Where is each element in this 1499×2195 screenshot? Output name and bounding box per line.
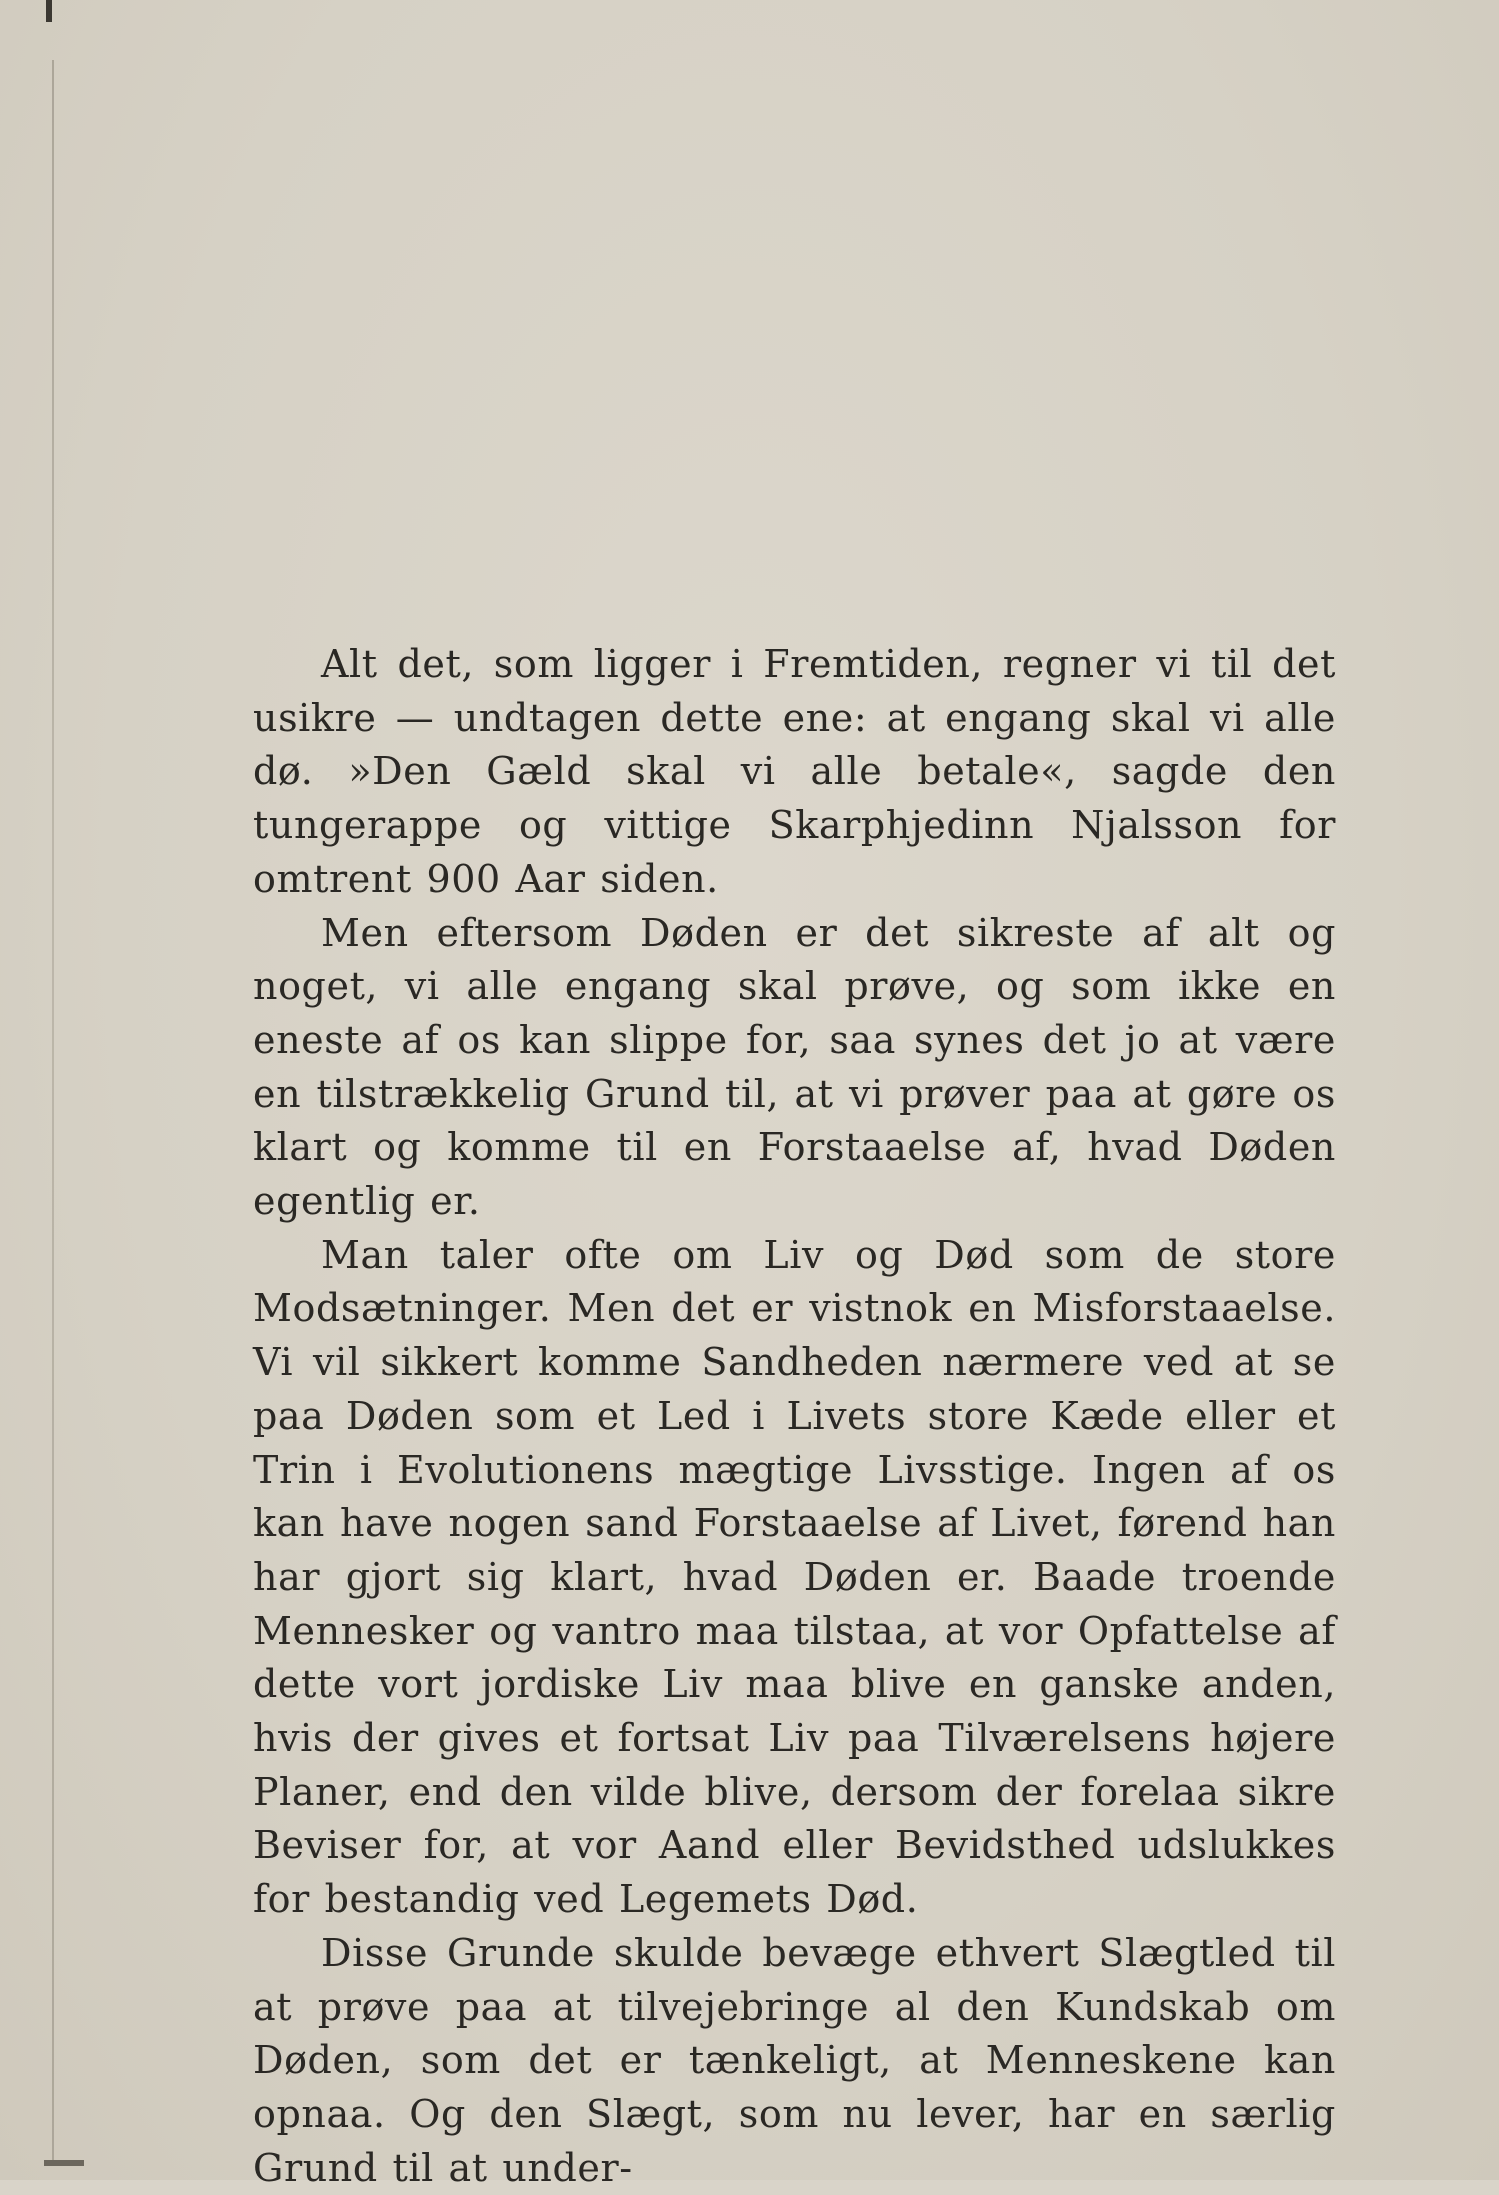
body-text	[253, 638, 1336, 2195]
binding-mark-bottom	[44, 2160, 84, 2166]
paragraph: Disse Grunde skulde bevæge ethvert Slægtled til at prøve paa at tilvejebringe al den Kundskab om Døden, som det er tænkeligt, at Menneskene kan opnaa. Og den Slægt, som nu lever, har en særlig Grund til at under-	[253, 1930, 1336, 2190]
paragraph: Men eftersom Døden er det sikreste af alt og noget, vi alle engang skal prøve, og som ikke en eneste af os kan slippe for, saa synes det jo at være en tilstrækkelig Grund til, at vi prøver paa at gøre os klart og komme til en Forstaaelse af, hvad Døden egentlig er.	[253, 910, 1336, 1224]
paragraph: Alt det, som ligger i Fremtiden, regner vi til det usikre — undtagen dette ene: at engang skal vi alle dø. »Den Gæld skal vi alle betale«, sagde den tungerappe og vittige Skarphjedinn Njalsson for omtrent 900 Aar siden.	[253, 642, 1336, 901]
paragraph: Man taler ofte om Liv og Død som de store Modsætninger. Men det er vistnok en Misforstaaelse. Vi vil sikkert komme Sandheden nærmere ved at se paa Døden som et Led i Livets store Kæde eller et Trin i Evolutionens mægtige Livsstige. Ingen af os kan have nogen sand Forstaaelse af Livet, førend han har gjort sig klart, hvad Døden er. Baade troende Mennesker og vantro maa tilstaa, at vor Opfattelse af dette vort jordiske Liv maa blive en ganske anden, hvis der gives et fortsat Liv paa Tilværelsens højere Planer, end den vilde blive, dersom der forelaa sikre Beviser for, at vor Aand eller Bevidsthed udslukkes for bestandig ved Legemets Død.	[253, 1232, 1336, 1922]
page-gutter-edge	[52, 60, 54, 2160]
binding-mark-top	[46, 0, 52, 22]
